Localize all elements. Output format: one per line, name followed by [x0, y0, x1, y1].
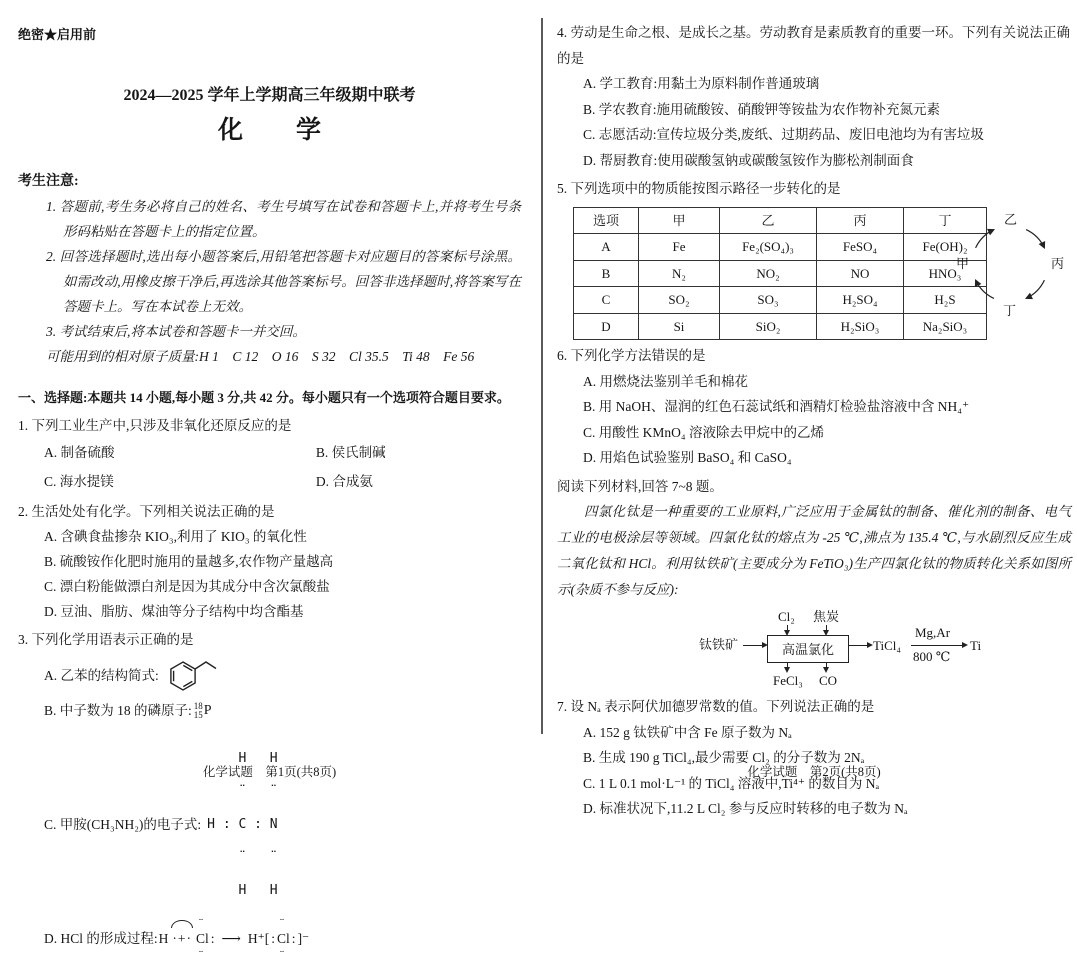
q5-figure [557, 207, 1071, 341]
lewis-structure-methylamine [207, 731, 277, 918]
material-paragraph: 四氯化钛是一种重要的工业原料,广泛应用于金属钛的制备、催化剂的制备、电气工业的电极涂层等领域。四氯化钛的熔点为 -25 ℃,沸点为 135.4 ℃,与水剧烈反应生成二氧化钛和 HCl。利用钛铁矿(主要成分为 FeTiO₃)生产四氯化钛的物质转化关系如图所示(杂质不参与反应): [557, 504, 1071, 597]
q5-table [573, 207, 987, 341]
table-cell: N₂ [639, 260, 720, 287]
section-heading: 一、选择题:本题共 14 小题,每小题 3 分,共 42 分。每小题只有一个选项符合题目要求。 [18, 390, 510, 405]
atomic-number: 15 [193, 709, 203, 720]
q1-stem: 1. 下列工业生产中,只涉及非氧化还原反应的是 [18, 418, 292, 433]
option-label: D. HCl 的形成过程: [44, 931, 158, 946]
option: D. 帮厨教育:使用碳酸氢钠或碳酸氢铵作为膨松剂制面食 [583, 152, 914, 168]
element-symbol: P [203, 703, 212, 718]
cycle-label-ding: 丁 [1003, 302, 1017, 318]
isotope-numbers [194, 702, 203, 720]
option: A. 学工教育:用黏土为原料制作普通玻璃 [583, 76, 820, 91]
lone-pair-dots: ¨ [199, 947, 203, 961]
chloride-with-lone-pairs [277, 915, 290, 961]
q1-options [18, 438, 521, 496]
column-header: 甲 [639, 207, 720, 234]
table-cell: D [574, 313, 639, 340]
q7-stem: 7. 设 Nₐ 表示阿伏加德罗常数的值。下列说法正确的是 [557, 699, 875, 714]
table-cell: H₂SO₄ [817, 287, 904, 314]
secret-label: 绝密★启用前 [18, 27, 97, 42]
option: B. 侯氏制碱 [315, 445, 386, 460]
chlorine-atom: Cl [196, 931, 209, 946]
cycle-label-bing: 丙 [1051, 255, 1065, 271]
arrow-down-icon [826, 625, 827, 631]
flow-diagram [699, 607, 1071, 691]
column-header: 丙 [817, 207, 904, 234]
table-cell: A [574, 234, 639, 261]
arrow-down-icon [826, 662, 827, 668]
column-header: 丁 [904, 207, 987, 234]
page2-footer: 化学试题 第2页(共8页) [747, 765, 881, 779]
table-cell: SO₂ [639, 287, 720, 314]
arrow-right-icon [911, 645, 963, 646]
electron-pair-arc: ·+· [170, 926, 194, 951]
flow-bottom-product-co: CO [819, 673, 838, 688]
lone-pair-dots: ¨ [280, 915, 285, 929]
lewis-row: H H [207, 751, 278, 766]
q3-option-c [18, 731, 521, 918]
table-cell: Fe [639, 234, 720, 261]
table-cell: H₂SiO₃ [817, 313, 904, 340]
table-cell: HNO₃ [904, 260, 987, 287]
table-row [574, 287, 987, 314]
option-label: C. 甲胺(CH₃NH₂)的电子式: [44, 817, 202, 832]
option: C. 志愿活动:宣传垃圾分类,废纸、过期药品、废旧电池均为有害垃圾 [583, 127, 984, 142]
column-header: 选项 [574, 207, 639, 234]
flow-bottom-product-fecl3: FeCl₃ [773, 673, 803, 688]
option: D. 合成氨 [315, 474, 373, 489]
flow-intermediate-ticl4: TiCl₄ [873, 638, 901, 653]
option: C. 海水提镁 [44, 474, 114, 489]
result-open: H⁺[ [247, 931, 270, 946]
lewis-row: H H [207, 883, 278, 898]
cycle-label-yi: 乙 [1004, 211, 1018, 227]
flow-process-box: 高温氯化 [767, 635, 849, 663]
q3-option-a [18, 652, 521, 698]
table-cell: Si [639, 313, 720, 340]
lone-pair-colon: : [291, 931, 296, 946]
table-row [574, 260, 987, 287]
option: D. 用焰色试验鉴别 BaSO₄ 和 CaSO₄ [583, 450, 792, 465]
q4-stem: 4. 劳动是生命之根、是成长之基。劳动教育是素质教育的重要一环。下列有关说法正确的是 [557, 25, 1070, 66]
lone-pair-dots: ¨ [199, 915, 203, 929]
option: D. 豆油、脂肪、煤油等分子结构中均含酯基 [44, 604, 304, 619]
lone-pair-colon: : [271, 931, 276, 946]
table-cell: NO [817, 260, 904, 287]
table-cell: H₂S [904, 287, 987, 314]
option: D. 标准状况下,11.2 L Cl₂ 参与反应时转移的电子数为 Nₐ [583, 801, 908, 816]
flow-input-label: 钛铁矿 [699, 637, 739, 652]
arrow-right-icon [848, 645, 868, 646]
q2-stem: 2. 生活处处有化学。下列相关说法正确的是 [18, 504, 275, 519]
table-cell: FeSO₄ [817, 234, 904, 261]
option: B. 生成 190 g TiCl₄,最少需要 Cl₂ 的分子数为 2Nₐ [583, 750, 865, 765]
atomic-mass-line: 可能用到的相对原子质量:H 1 C 12 O 16 S 32 Cl 35.5 Ti 48 Fe 56 [46, 349, 475, 364]
notice-item-2: 2. 回答选择题时,选出每小题答案后,用铅笔把答题卡对应题目的答案标号涂黑。如需改动,用橡皮擦干净后,再选涂其他答案标号。回答非选择题时,将答案写在答题卡上。写在本试卷上无效。 [46, 249, 521, 314]
cycle-label-jia: 甲 [956, 255, 970, 271]
flow-top-reagent-coke: 焦炭 [813, 609, 840, 624]
table-cell: Fe₂(SO₄)₃ [720, 234, 817, 261]
flow-product-ti: Ti [970, 638, 982, 653]
arrow-down-icon [787, 662, 788, 668]
read-note: 阅读下列材料,回答 7~8 题。 [557, 478, 723, 494]
table-cell: Na₂SiO₃ [904, 313, 987, 340]
table-cell: NO₂ [720, 260, 817, 287]
arrow-right-icon [743, 645, 763, 646]
option: C. 1 L 0.1 mol·L⁻¹ 的 TiCl₄ 溶液中,Ti⁴⁺ 的数目为 Nₐ [583, 775, 880, 791]
table-header-row [574, 207, 987, 234]
lewis-row: ¨ ¨ [207, 784, 278, 799]
option: A. 制备硫酸 [44, 445, 115, 460]
table-cell: Fe(OH)₂ [904, 234, 987, 261]
notice-item-1: 1. 答题前,考生务必将自己的姓名、考生号填写在试卷和答题卡上,并将考生号条形码粘贴在答题卡上的指定位置。 [46, 199, 521, 239]
exam-title: 2024—2025 学年上学期高三年级期中联考 [123, 87, 416, 104]
flow-top-reagent-cl2: Cl₂ [778, 609, 795, 624]
hydrogen-atom: H [158, 931, 169, 946]
reaction-arrow-icon: ⟶ [221, 931, 241, 946]
table-cell: C [574, 287, 639, 314]
option-label: B. 中子数为 18 的磷原子: [44, 703, 192, 718]
table-cell: SiO₂ [720, 313, 817, 340]
q5-stem: 5. 下列选项中的物质能按图示路径一步转化的是 [557, 181, 841, 196]
lone-pair-colon: : [210, 931, 215, 946]
page1-footer: 化学试题 第1页(共8页) [202, 765, 337, 779]
lewis-row: ¨ ¨ [207, 850, 278, 865]
option: B. 硫酸铵作化肥时施用的量越多,农作物产量越高 [44, 554, 334, 569]
option-label: A. 乙苯的结构简式: [44, 667, 159, 683]
table-cell: B [574, 260, 639, 287]
option: C. 用酸性 KMnO₄ 溶液除去甲烷中的乙烯 [583, 424, 824, 440]
result-close: ]⁻ [297, 931, 310, 946]
notice-item-3: 3. 考试结束后,将本试卷和答题卡一并交回。 [46, 324, 306, 339]
cycle-diagram [955, 207, 1067, 325]
option: B. 用 NaOH、湿润的红色石蕊试纸和酒精灯检验盐溶液中含 NH₄⁺ [583, 399, 970, 414]
q6-stem: 6. 下列化学方法错误的是 [557, 348, 706, 363]
mass-number: 18 [193, 700, 203, 711]
table-row [574, 313, 987, 340]
option: A. 用燃烧法鉴别羊毛和棉花 [583, 373, 748, 389]
lewis-row: H : C : N [207, 817, 278, 832]
flow-condition-top: Mg,Ar [915, 625, 951, 640]
notice-heading: 考生注意: [18, 174, 79, 189]
page-left [18, 20, 521, 961]
table-cell: SO₃ [720, 287, 817, 314]
option: A. 152 g 钛铁矿中含 Fe 原子数为 Nₐ [583, 724, 792, 740]
page-right [557, 20, 1071, 822]
page-divider [541, 18, 543, 734]
q3-stem: 3. 下列化学用语表示正确的是 [18, 632, 194, 647]
option: A. 含碘食盐掺杂 KIO₃,利用了 KIO₃ 的氧化性 [44, 529, 307, 544]
q3-option-b [18, 698, 521, 723]
chlorine-atom: Cl [277, 931, 290, 946]
option: B. 学农教育:施用硫酸铵、硝酸钾等铵盐为农作物补充氮元素 [583, 101, 941, 117]
ethylbenzene-structure-icon [163, 652, 221, 698]
subject-title: 化 学 [217, 117, 335, 144]
lone-pair-dots: ¨ [280, 947, 285, 961]
isotope-notation [194, 698, 212, 723]
column-header: 乙 [720, 207, 817, 234]
flow-condition-bottom: 800 ℃ [913, 649, 951, 664]
q3-option-d [18, 915, 521, 961]
option: C. 漂白粉能做漂白剂是因为其成分中含次氯酸盐 [44, 579, 330, 594]
arrow-down-icon [787, 625, 788, 631]
table-row [574, 234, 987, 261]
chlorine-with-lone-pairs [196, 915, 209, 961]
